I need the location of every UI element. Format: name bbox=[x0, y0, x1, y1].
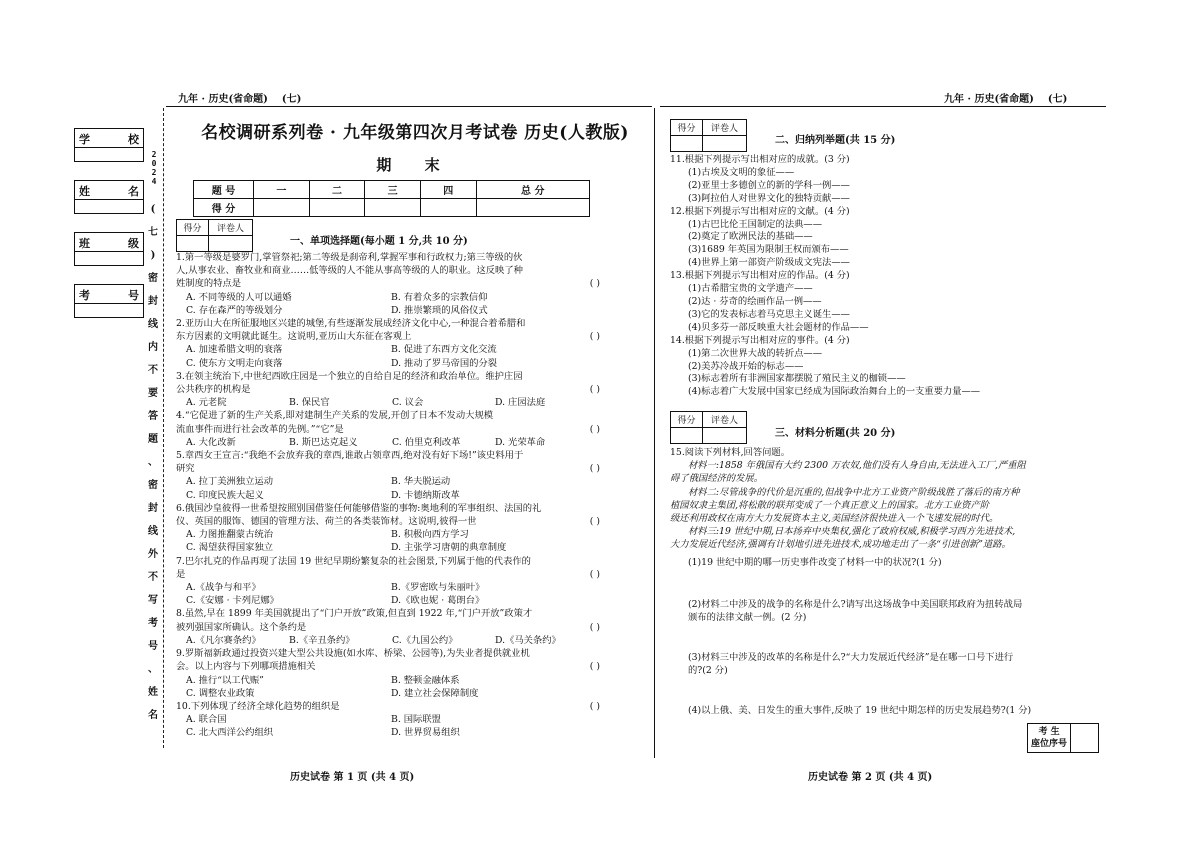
question-text: 研究 bbox=[176, 463, 195, 475]
header-right: 九年 · 历史(省命题) (七) bbox=[944, 94, 1068, 105]
binding-field-input[interactable] bbox=[75, 148, 143, 161]
binding-field-label bbox=[79, 183, 139, 199]
header-left-rule bbox=[166, 106, 652, 107]
score-table-header-row: 题 号 一 二 三 四 总 分 bbox=[194, 181, 590, 199]
binding-label-char: 学 bbox=[79, 133, 90, 146]
score-cell[interactable] bbox=[254, 199, 310, 217]
question-text: 7.巴尔扎克的作品再现了法国 19 世纪早期纷繁复杂的社会图景,下列属于他的代表作的 bbox=[176, 555, 531, 567]
option[interactable]: D. 卡德纳斯改革 bbox=[391, 489, 460, 501]
fill-blank-item[interactable]: (3)它的发表标志着马克思主义诞生—— bbox=[688, 308, 850, 320]
question-text: 流血事件而进行社会改革的先例。”“它”是 bbox=[176, 423, 344, 435]
fill-blank-item[interactable]: (4)世界上第一部资产阶级成文宪法—— bbox=[688, 257, 850, 269]
option-row bbox=[176, 726, 612, 739]
option-row bbox=[176, 396, 612, 409]
option[interactable]: D. 建立社会保障制度 bbox=[391, 687, 479, 699]
vertical-char: 姓 bbox=[148, 687, 158, 698]
binding-field-label bbox=[79, 131, 139, 147]
option-row bbox=[176, 674, 612, 687]
question-text: 东方因素的文明就此诞生。这说明,亚历山大东征在客观上 bbox=[176, 331, 412, 343]
binding-field-input[interactable] bbox=[75, 252, 143, 265]
fill-blank-item[interactable]: (3)阿拉伯人对世界文化的独特贡献—— bbox=[688, 192, 850, 204]
binding-field-label bbox=[79, 235, 139, 251]
option-row bbox=[176, 291, 612, 304]
option[interactable]: B. 整顿金融体系 bbox=[391, 674, 460, 686]
section3-q3: (3)材料三中涉及的改革的名称是什么?“大力发展近代经济”是在哪一口号下进行 的?(2 分) bbox=[688, 652, 1014, 677]
question-text: 3.在领主统治下,中世纪西欧庄园是一个独立的自给自足的经济和政治单位。维护庄园 bbox=[176, 370, 523, 382]
score-cell[interactable] bbox=[476, 199, 589, 217]
question-item bbox=[176, 449, 612, 502]
option[interactable]: C. 使东方文明走向衰落 bbox=[186, 357, 283, 369]
option-row bbox=[176, 687, 612, 700]
grader-name-cell[interactable] bbox=[209, 236, 253, 252]
binding-field-box bbox=[74, 128, 144, 162]
fill-blank-item[interactable]: (1)古巴比伦王国制定的法典—— bbox=[688, 218, 823, 230]
option[interactable]: D. 推动了罗马帝国的分裂 bbox=[391, 357, 498, 369]
answer-paren[interactable]: ( ) bbox=[589, 384, 600, 396]
question-prompt: 11.根据下列提示写出相对应的成就。(3 分) bbox=[670, 154, 850, 165]
option[interactable]: D. 主张学习唐朝的典章制度 bbox=[391, 542, 507, 554]
binding-label-char: 班 bbox=[79, 237, 90, 250]
option[interactable]: D. 光荣革命 bbox=[495, 436, 546, 448]
option[interactable]: B. 有着众多的宗教信仰 bbox=[391, 291, 488, 303]
option[interactable]: A. 联合国 bbox=[186, 714, 227, 726]
vertical-char: 写 bbox=[148, 595, 158, 606]
year-vertical bbox=[147, 150, 161, 186]
option[interactable]: B. 积极向西方学习 bbox=[391, 529, 469, 541]
vertical-char: 线 bbox=[148, 526, 158, 537]
question-item bbox=[176, 370, 612, 410]
option[interactable]: B.《罗密欧与朱丽叶》 bbox=[391, 582, 485, 594]
question-text: 2.亚历山大在所征服地区兴建的城堡,有些逐渐发展成经济文化中心,一种混合着希腊和 bbox=[176, 318, 526, 330]
question-prompt: 14.根据下列提示写出相对应的事件。(4 分) bbox=[670, 334, 850, 346]
grader-name-cell[interactable] bbox=[703, 428, 747, 444]
exam-subtitle: 期 末 bbox=[376, 156, 454, 174]
answer-paren[interactable]: ( ) bbox=[589, 331, 600, 343]
section2-title: 二、归纳列举题(共 15 分) bbox=[775, 135, 896, 146]
question-prompt: 13.根据下列提示写出相对应的作品。(4 分) bbox=[670, 270, 850, 282]
section1-title: 一、单项选择题(每小题 1 分,共 10 分) bbox=[290, 236, 468, 247]
option[interactable]: B. 促进了东西方文化交流 bbox=[391, 344, 497, 356]
section2-questions bbox=[670, 154, 1100, 399]
option[interactable]: B. 斯巴达克起义 bbox=[289, 436, 358, 448]
vertical-char: 、 bbox=[148, 664, 158, 675]
vertical-char: 外 bbox=[148, 549, 158, 560]
seat-number-box: 考 生 座位序号 bbox=[1027, 723, 1099, 753]
header-left: 九年 · 历史(省命题) (七) bbox=[178, 94, 302, 105]
question-text: 8.虽然,早在 1899 年美国就提出了“门户开放”政策,但直到 1922 年,“门户开放”政策才 bbox=[176, 608, 533, 620]
vertical-char: 4 bbox=[151, 177, 157, 186]
material-text: 材料一:1858 年俄国有大约 2300 万农奴,他们没有人身自由,无法进入工厂,严重阻 bbox=[688, 460, 1026, 472]
header-right-rule bbox=[660, 106, 1106, 107]
question-item bbox=[176, 409, 612, 449]
option[interactable]: C. 调整农业政策 bbox=[186, 687, 255, 699]
option[interactable]: B. 国际联盟 bbox=[391, 714, 441, 726]
grader-score-cell[interactable] bbox=[671, 136, 703, 152]
question-item bbox=[176, 647, 612, 700]
vertical-char: 答 bbox=[148, 411, 158, 422]
binding-field-label bbox=[79, 287, 139, 303]
question-item bbox=[176, 700, 612, 740]
vertical-char: 内 bbox=[148, 342, 158, 353]
vertical-char: 考 bbox=[148, 618, 158, 629]
material-text: 材料二:尽管战争的代价是沉重的,但战争中北方工业资产阶级战胜了落后的南方种 bbox=[688, 486, 1020, 498]
binding-field-input[interactable] bbox=[75, 304, 143, 317]
question-text: 公共秩序的机构是 bbox=[176, 384, 251, 396]
question-text: 6.俄国沙皇彼得一世希望按照别国借鉴任何能够借鉴的事物:奥地利的军事组织、法国的礼 bbox=[176, 502, 542, 514]
fill-blank-item[interactable]: (2)美苏冷战开始的标志—— bbox=[688, 360, 804, 372]
option[interactable]: A. 力图推翻蒙古统治 bbox=[186, 529, 273, 541]
question-item bbox=[176, 607, 612, 647]
answer-paren[interactable]: ( ) bbox=[589, 621, 600, 633]
option[interactable]: A. 元老院 bbox=[186, 397, 227, 409]
option-row bbox=[176, 713, 612, 726]
exam-title: 名校调研系列卷 · 九年级第四次月考试卷 历史(人教版) bbox=[201, 123, 629, 143]
question-item bbox=[176, 555, 612, 608]
section1-questions bbox=[176, 251, 612, 740]
question-item bbox=[176, 502, 612, 555]
option[interactable]: A. 拉丁美洲独立运动 bbox=[186, 476, 273, 488]
question-text: 5.章西女王宣言:“我绝不会放弃我的章西,谁敢占领章西,绝对没有好下场!”该史料用于 bbox=[176, 450, 524, 462]
grader-score-cell[interactable] bbox=[671, 428, 703, 444]
section3-q1: (1)19 世纪中期的哪一历史事件改变了材料一中的状况?(1 分) bbox=[688, 557, 942, 568]
option[interactable]: B.《辛丑条约》 bbox=[289, 634, 355, 646]
material-text: 材料三:19 世纪中期,日本扬弃中央集权,强化了政府权威,积极学习西方先进技术, bbox=[688, 526, 1016, 538]
score-table bbox=[193, 180, 590, 217]
question-text: 被列强国家所确认。这个条约是 bbox=[176, 621, 307, 633]
fill-blank-item[interactable]: (2)奠定了欧洲民法的基础—— bbox=[688, 231, 813, 243]
score-table-score-row: 得 分 bbox=[194, 199, 590, 217]
option-row bbox=[176, 528, 612, 541]
section3-materials bbox=[670, 446, 1106, 552]
answer-paren[interactable]: ( ) bbox=[589, 463, 600, 475]
question-text: 4.“它促进了新的生产关系,即对建制生产关系的发展,开创了日本不发动大规模 bbox=[176, 410, 494, 422]
option[interactable]: C.《九国公约》 bbox=[392, 634, 458, 646]
vertical-char: ) bbox=[150, 250, 156, 261]
answer-paren[interactable]: ( ) bbox=[589, 700, 600, 712]
vertical-char: 、 bbox=[148, 457, 158, 468]
binding-label-char: 姓 bbox=[79, 185, 90, 198]
binding-label-char: 名 bbox=[128, 185, 139, 198]
seal-dashed-line bbox=[163, 108, 164, 748]
footer-left: 历史试卷 第 1 页 (共 4 页) bbox=[290, 772, 415, 783]
option-row bbox=[176, 343, 612, 356]
option[interactable]: D. 推崇繁琐的风俗仪式 bbox=[391, 304, 488, 316]
material-text: 碍了俄国经济的发展。 bbox=[670, 473, 763, 485]
vertical-char: 封 bbox=[148, 296, 158, 307]
option[interactable]: C. 渴望获得国家独立 bbox=[186, 542, 274, 554]
section3-title: 三、材料分析题(共 20 分) bbox=[775, 428, 896, 439]
vertical-char: 0 bbox=[151, 159, 157, 168]
material-text: 植园奴隶主集团,将松散的联邦变成了一个真正意义上的国家。北方工业资产阶 bbox=[670, 499, 990, 511]
option-row bbox=[176, 541, 612, 554]
vertical-char: ( bbox=[150, 204, 156, 215]
option[interactable]: D. 庄园法庭 bbox=[495, 397, 546, 409]
option-row bbox=[176, 475, 612, 488]
option[interactable]: A. 不同等级的人可以通婚 bbox=[186, 291, 292, 303]
option[interactable]: D.《马关条约》 bbox=[495, 634, 561, 646]
binding-label-char: 考 bbox=[79, 289, 90, 302]
question-prompt: 12.根据下列提示写出相对应的文献。(4 分) bbox=[670, 205, 850, 217]
page-divider bbox=[654, 108, 655, 758]
grader-box-3: 得分 评卷人 bbox=[670, 411, 747, 444]
question-text: 1.第一等级是婆罗门,掌管祭祀;第二等级是刹帝利,掌握军事和行政权力;第三等级的伙 bbox=[176, 252, 523, 263]
vertical-char: 2 bbox=[151, 150, 157, 159]
binding-field-box bbox=[74, 180, 144, 214]
question-text: 9.罗斯福新政通过投资兴建大型公共设施(如水库、桥梁、公园等),为失业者提供就业机 bbox=[176, 648, 530, 660]
option[interactable]: C.《安娜 · 卡列尼娜》 bbox=[186, 595, 279, 607]
option[interactable]: D. 世界贸易组织 bbox=[391, 727, 460, 739]
grader-box-1: 得分 评卷人 bbox=[176, 219, 253, 252]
option[interactable]: A.《凡尔赛条约》 bbox=[186, 634, 261, 646]
option[interactable]: B. 华夫脱运动 bbox=[391, 476, 451, 488]
vertical-char: 不 bbox=[148, 365, 158, 376]
grader-name-cell[interactable] bbox=[703, 136, 747, 152]
option-row bbox=[176, 594, 612, 607]
fill-blank-item[interactable]: (1)古埃及文明的象征—— bbox=[688, 166, 795, 178]
score-cell[interactable] bbox=[309, 199, 365, 217]
section3-q4: (4)以上俄、美、日发生的重大事件,反映了 19 世纪中期怎样的历史发展趋势?(1 分) bbox=[688, 705, 1032, 716]
seat-number-cell[interactable] bbox=[1071, 724, 1099, 753]
footer-right: 历史试卷 第 2 页 (共 4 页) bbox=[808, 772, 933, 783]
fill-blank-item[interactable]: (2)亚里士多德创立的新的学科一例—— bbox=[688, 179, 850, 191]
question-text: 仪、英国的服饰、德国的管理方法、荷兰的各类装饰材。这说明,彼得一世 bbox=[176, 516, 477, 528]
answer-paren[interactable]: ( ) bbox=[589, 278, 600, 290]
answer-paren[interactable]: ( ) bbox=[589, 661, 600, 673]
option-row bbox=[176, 581, 612, 594]
option-row bbox=[176, 436, 612, 449]
question-text: 10.下列体现了经济全球化趋势的组织是 bbox=[176, 700, 340, 712]
answer-paren[interactable]: ( ) bbox=[589, 423, 600, 435]
question-text: 会。以上内容与下列哪项措施相关 bbox=[176, 661, 316, 673]
answer-paren[interactable]: ( ) bbox=[589, 568, 600, 580]
binding-field-box bbox=[74, 284, 144, 318]
option[interactable]: D.《欧也妮 · 葛朗台》 bbox=[391, 595, 485, 607]
question-text: 人,从事农业、畜牧业和商业……低等级的人不能从事高等级的人的职业。这反映了种 bbox=[176, 265, 523, 277]
material-text: 大力发展近代经济,强调有计划地引进先进技术,成功地走出了一条“引进创新”道路。 bbox=[670, 539, 1011, 551]
score-cell[interactable] bbox=[365, 199, 421, 217]
option[interactable]: B. 保民官 bbox=[289, 397, 330, 409]
grader-box-2: 得分 评卷人 bbox=[670, 119, 747, 152]
binding-field-box bbox=[74, 232, 144, 266]
option-row bbox=[176, 489, 612, 502]
fill-blank-item[interactable]: (3)标志着所有非洲国家都摆脱了殖民主义的枷锁—— bbox=[688, 373, 906, 385]
fill-blank-item[interactable]: (1)古希腊宝贵的文学遗产—— bbox=[688, 283, 813, 295]
vertical-char: 号 bbox=[148, 641, 158, 652]
option[interactable]: C. 印度民族大起义 bbox=[186, 489, 264, 501]
option[interactable]: A. 推行“以工代赈” bbox=[186, 674, 264, 686]
material-text: 级还利用政权在南方大力发展资本主义,美国经济很快进入一个飞速发展的时代。 bbox=[670, 513, 999, 525]
question-text: 是 bbox=[176, 568, 186, 580]
fill-blank-item[interactable]: (1)第二次世界大战的转折点—— bbox=[688, 347, 823, 359]
option[interactable]: A. 大化改新 bbox=[186, 436, 236, 448]
section3-intro: 15.阅读下列材料,回答问题。 bbox=[670, 447, 791, 458]
option-row bbox=[176, 304, 612, 317]
vertical-char: 不 bbox=[148, 572, 158, 583]
vertical-char: 密 bbox=[148, 480, 158, 491]
option[interactable]: C. 伯里克利改革 bbox=[392, 436, 461, 448]
binding-label-char: 号 bbox=[128, 289, 139, 302]
option[interactable]: A. 加速希腊文明的衰落 bbox=[186, 344, 283, 356]
score-cell[interactable] bbox=[420, 199, 476, 217]
binding-field-input[interactable] bbox=[75, 200, 143, 213]
grader-score-cell[interactable] bbox=[177, 236, 209, 252]
binding-label-char: 校 bbox=[128, 133, 139, 146]
question-item bbox=[176, 251, 612, 317]
option-row bbox=[176, 357, 612, 370]
vertical-char: 题 bbox=[148, 434, 158, 445]
question-text: 姓制度的特点是 bbox=[176, 278, 242, 290]
vertical-char: 2 bbox=[151, 168, 157, 177]
vertical-char: 七 bbox=[148, 227, 158, 238]
vertical-char: 要 bbox=[148, 388, 158, 399]
fill-blank-item[interactable]: (2)达 · 芬奇的绘画作品一例—— bbox=[688, 295, 822, 307]
fill-blank-item[interactable]: (4)贝多芬一部反映重大社会题材的作品—— bbox=[688, 321, 869, 333]
fill-blank-item[interactable]: (3)1689 年英国为限制王权而颁布—— bbox=[688, 244, 849, 256]
seal-line-notice bbox=[146, 198, 160, 727]
answer-paren[interactable]: ( ) bbox=[589, 516, 600, 528]
question-item bbox=[176, 317, 612, 370]
vertical-char: 线 bbox=[148, 319, 158, 330]
option[interactable]: A.《战争与和平》 bbox=[186, 582, 261, 594]
vertical-char: 名 bbox=[148, 710, 158, 721]
vertical-char: 封 bbox=[148, 503, 158, 514]
binding-label-char: 级 bbox=[128, 237, 139, 250]
option[interactable]: C. 议会 bbox=[392, 397, 424, 409]
option[interactable]: C. 存在森严的等级划分 bbox=[186, 304, 283, 316]
option[interactable]: C. 北大西洋公约组织 bbox=[186, 727, 274, 739]
fill-blank-item[interactable]: (4)标志着广大发展中国家已经成为国际政治舞台上的一支重要力量—— bbox=[688, 386, 981, 398]
vertical-char: 密 bbox=[148, 273, 158, 284]
option-row bbox=[176, 634, 612, 647]
section3-q2: (2)材料二中涉及的战争的名称是什么?请写出这场战争中美国联邦政府为扭转战局 颁布的法律文献一例。(2 分) bbox=[688, 599, 1023, 624]
